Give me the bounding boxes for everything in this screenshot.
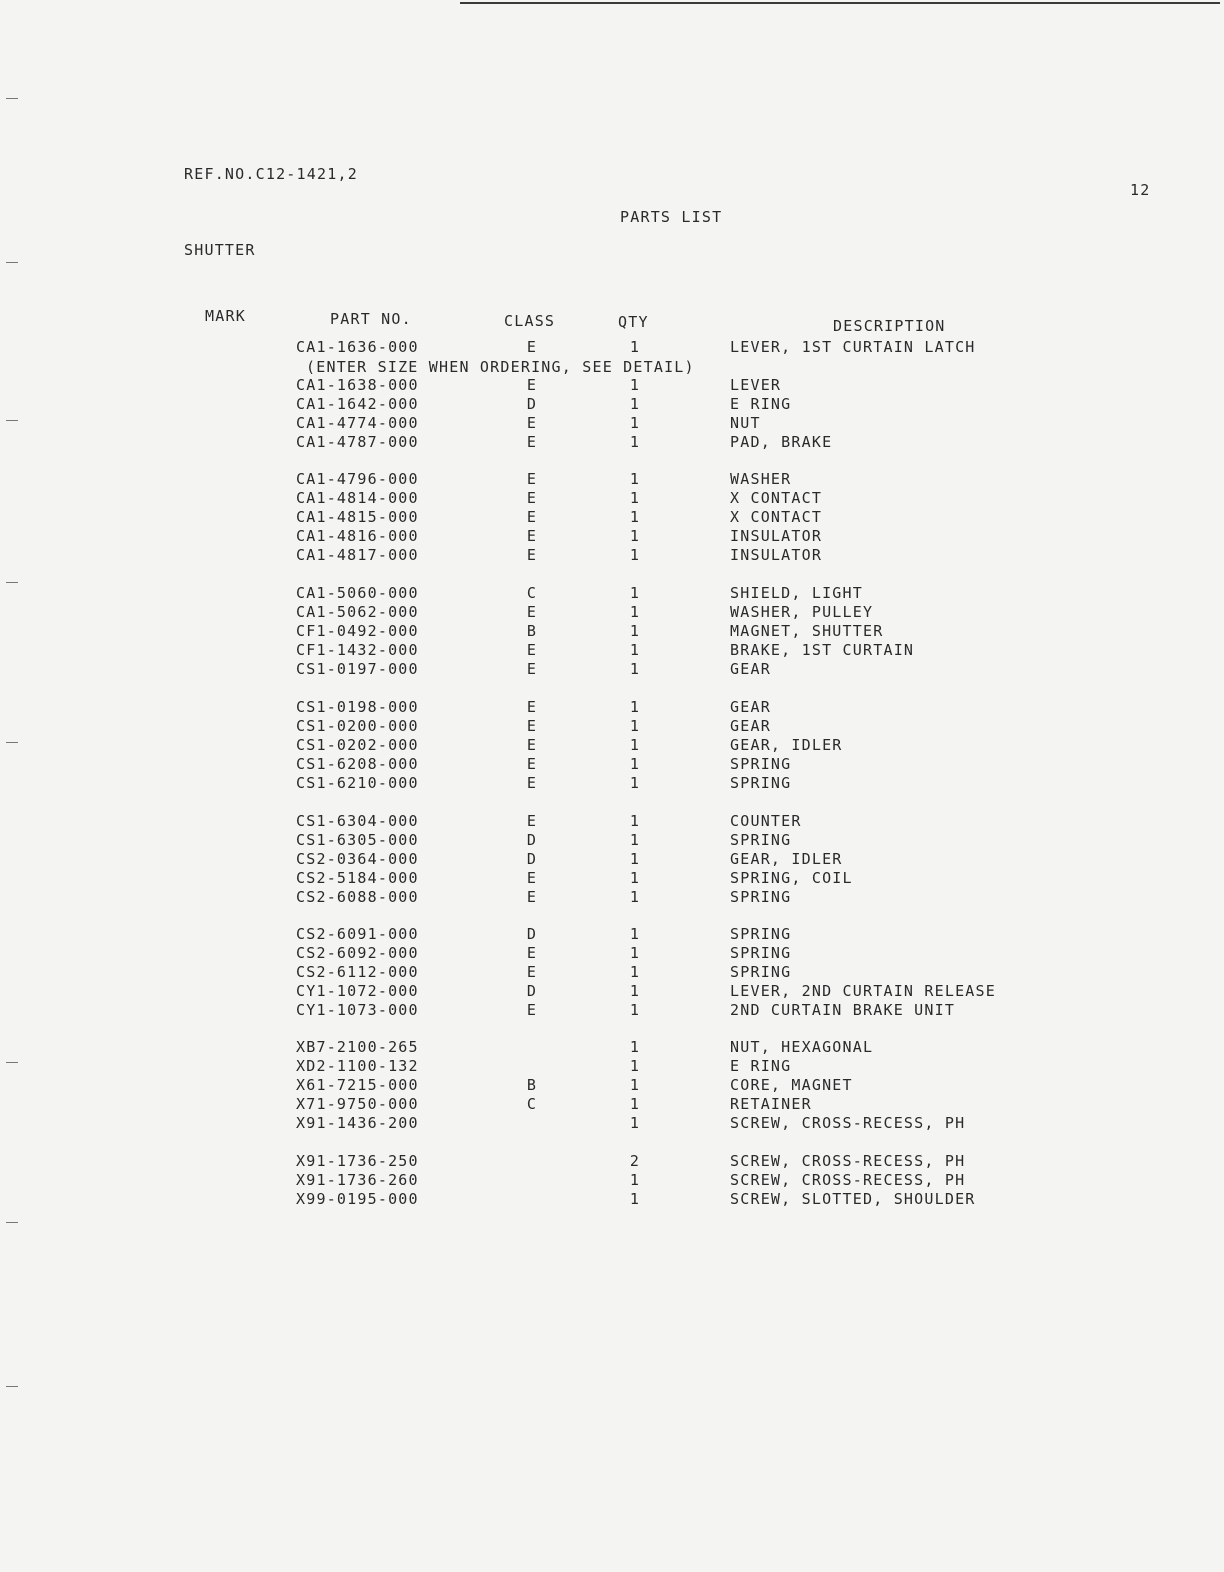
part-number: CS2-6092-000 <box>296 944 419 962</box>
part-qty: 1 <box>629 470 641 488</box>
part-class: E <box>526 433 538 451</box>
part-number: CS1-0197-000 <box>296 660 419 678</box>
part-description: E RING <box>730 395 792 413</box>
part-description: BRAKE, 1ST CURTAIN <box>730 641 915 659</box>
part-description: X CONTACT <box>730 508 823 526</box>
part-description: GEAR <box>730 717 771 735</box>
part-number: CS1-0198-000 <box>296 698 419 716</box>
margin-mark <box>6 420 18 421</box>
header-part-no: PART NO. <box>330 310 412 328</box>
part-number: CF1-1432-000 <box>296 641 419 659</box>
part-qty: 1 <box>629 736 641 754</box>
part-qty: 1 <box>629 1001 641 1019</box>
part-qty: 1 <box>629 622 641 640</box>
part-description: SPRING <box>730 944 792 962</box>
margin-mark <box>6 742 18 743</box>
part-description: E RING <box>730 1057 792 1075</box>
part-qty: 1 <box>629 755 641 773</box>
ref-number: REF.NO.C12-1421,2 <box>184 165 358 183</box>
part-qty: 1 <box>629 433 641 451</box>
part-qty: 1 <box>629 508 641 526</box>
part-qty: 1 <box>629 1114 641 1132</box>
part-description: SPRING <box>730 755 792 773</box>
part-description: SHIELD, LIGHT <box>730 584 863 602</box>
part-qty: 1 <box>629 1057 641 1075</box>
part-class: E <box>526 888 538 906</box>
part-number: CA1-1636-000 <box>296 338 419 356</box>
part-description: WASHER <box>730 470 792 488</box>
part-number: CS1-6210-000 <box>296 774 419 792</box>
part-class: D <box>526 982 538 1000</box>
part-qty: 1 <box>629 376 641 394</box>
part-qty: 2 <box>629 1152 641 1170</box>
ordering-note: (ENTER SIZE WHEN ORDERING, SEE DETAIL) <box>306 358 695 376</box>
part-class: E <box>526 944 538 962</box>
part-qty: 1 <box>629 584 641 602</box>
header-class: CLASS <box>504 312 556 330</box>
part-number: CA1-1638-000 <box>296 376 419 394</box>
part-qty: 1 <box>629 338 641 356</box>
margin-mark <box>6 262 18 263</box>
part-class: E <box>526 963 538 981</box>
part-description: SCREW, SLOTTED, SHOULDER <box>730 1190 976 1208</box>
part-description: SCREW, CROSS-RECESS, PH <box>730 1171 966 1189</box>
part-number: CA1-4814-000 <box>296 489 419 507</box>
part-description: SCREW, CROSS-RECESS, PH <box>730 1114 966 1132</box>
part-class: B <box>526 1076 538 1094</box>
part-description: GEAR, IDLER <box>730 736 843 754</box>
part-description: PAD, BRAKE <box>730 433 833 451</box>
part-class: E <box>526 717 538 735</box>
part-number: CA1-4815-000 <box>296 508 419 526</box>
part-qty: 1 <box>629 963 641 981</box>
part-number: CS1-6208-000 <box>296 755 419 773</box>
part-qty: 1 <box>629 1190 641 1208</box>
part-number: X91-1436-200 <box>296 1114 419 1132</box>
part-number: CF1-0492-000 <box>296 622 419 640</box>
margin-mark <box>6 582 18 583</box>
part-description: GEAR, IDLER <box>730 850 843 868</box>
part-number: CA1-1642-000 <box>296 395 419 413</box>
part-description: INSULATOR <box>730 546 823 564</box>
part-qty: 1 <box>629 812 641 830</box>
part-number: CA1-4774-000 <box>296 414 419 432</box>
header-description: DESCRIPTION <box>833 317 946 335</box>
part-qty: 1 <box>629 1076 641 1094</box>
part-description: NUT, HEXAGONAL <box>730 1038 874 1056</box>
part-number: XB7-2100-265 <box>296 1038 419 1056</box>
part-description: WASHER, PULLEY <box>730 603 874 621</box>
part-class: E <box>526 774 538 792</box>
page-number: 12 <box>1130 181 1151 199</box>
part-description: SPRING <box>730 888 792 906</box>
part-class: E <box>526 736 538 754</box>
part-number: CA1-5060-000 <box>296 584 419 602</box>
part-number: CA1-4796-000 <box>296 470 419 488</box>
part-class: E <box>526 755 538 773</box>
part-class: E <box>526 698 538 716</box>
margin-mark <box>6 1062 18 1063</box>
part-qty: 1 <box>629 1038 641 1056</box>
part-description: SCREW, CROSS-RECESS, PH <box>730 1152 966 1170</box>
section-title: SHUTTER <box>184 241 256 259</box>
part-qty: 1 <box>629 698 641 716</box>
header-mark: MARK <box>205 307 246 325</box>
margin-mark <box>6 1386 18 1387</box>
part-number: CY1-1073-000 <box>296 1001 419 1019</box>
part-qty: 1 <box>629 414 641 432</box>
part-qty: 1 <box>629 850 641 868</box>
part-description: NUT <box>730 414 761 432</box>
part-number: CS2-5184-000 <box>296 869 419 887</box>
part-number: CS2-6088-000 <box>296 888 419 906</box>
part-number: CA1-5062-000 <box>296 603 419 621</box>
part-number: X91-1736-260 <box>296 1171 419 1189</box>
part-qty: 1 <box>629 831 641 849</box>
part-number: CS2-6112-000 <box>296 963 419 981</box>
top-rule <box>460 2 1220 4</box>
part-qty: 1 <box>629 888 641 906</box>
part-class: C <box>526 584 538 602</box>
part-class: E <box>526 660 538 678</box>
part-qty: 1 <box>629 527 641 545</box>
part-class: C <box>526 1095 538 1113</box>
part-description: GEAR <box>730 660 771 678</box>
margin-mark <box>6 98 18 99</box>
part-class: D <box>526 831 538 849</box>
part-description: INSULATOR <box>730 527 823 545</box>
part-qty: 1 <box>629 717 641 735</box>
part-number: CA1-4787-000 <box>296 433 419 451</box>
page-title: PARTS LIST <box>620 208 723 226</box>
part-description: MAGNET, SHUTTER <box>730 622 884 640</box>
part-class: E <box>526 376 538 394</box>
part-class: D <box>526 395 538 413</box>
part-description: COUNTER <box>730 812 802 830</box>
part-qty: 1 <box>629 489 641 507</box>
part-description: 2ND CURTAIN BRAKE UNIT <box>730 1001 956 1019</box>
part-description: CORE, MAGNET <box>730 1076 853 1094</box>
part-qty: 1 <box>629 660 641 678</box>
part-number: CS2-6091-000 <box>296 925 419 943</box>
part-class: E <box>526 508 538 526</box>
part-qty: 1 <box>629 1171 641 1189</box>
part-qty: 1 <box>629 641 641 659</box>
part-class: E <box>526 812 538 830</box>
part-description: LEVER, 1ST CURTAIN LATCH <box>730 338 976 356</box>
part-description: SPRING <box>730 963 792 981</box>
part-qty: 1 <box>629 774 641 792</box>
part-number: CS1-0202-000 <box>296 736 419 754</box>
part-class: D <box>526 850 538 868</box>
part-class: E <box>526 869 538 887</box>
part-description: RETAINER <box>730 1095 812 1113</box>
part-class: E <box>526 470 538 488</box>
part-number: CS1-0200-000 <box>296 717 419 735</box>
part-class: E <box>526 603 538 621</box>
part-qty: 1 <box>629 982 641 1000</box>
part-qty: 1 <box>629 1095 641 1113</box>
part-description: SPRING <box>730 831 792 849</box>
part-description: X CONTACT <box>730 489 823 507</box>
part-class: D <box>526 925 538 943</box>
part-description: SPRING <box>730 774 792 792</box>
part-qty: 1 <box>629 546 641 564</box>
part-number: X61-7215-000 <box>296 1076 419 1094</box>
part-number: CA1-4816-000 <box>296 527 419 545</box>
part-description: SPRING, COIL <box>730 869 853 887</box>
part-qty: 1 <box>629 603 641 621</box>
part-class: E <box>526 489 538 507</box>
part-number: CS2-0364-000 <box>296 850 419 868</box>
part-number: X91-1736-250 <box>296 1152 419 1170</box>
part-class: E <box>526 1001 538 1019</box>
part-class: E <box>526 641 538 659</box>
part-description: GEAR <box>730 698 771 716</box>
part-number: X71-9750-000 <box>296 1095 419 1113</box>
part-number: CY1-1072-000 <box>296 982 419 1000</box>
header-qty: QTY <box>618 313 649 331</box>
part-qty: 1 <box>629 869 641 887</box>
margin-mark <box>6 1222 18 1223</box>
part-description: LEVER, 2ND CURTAIN RELEASE <box>730 982 996 1000</box>
part-qty: 1 <box>629 944 641 962</box>
part-class: E <box>526 546 538 564</box>
part-number: X99-0195-000 <box>296 1190 419 1208</box>
part-number: CS1-6304-000 <box>296 812 419 830</box>
part-class: E <box>526 414 538 432</box>
part-number: CS1-6305-000 <box>296 831 419 849</box>
part-qty: 1 <box>629 395 641 413</box>
part-class: E <box>526 527 538 545</box>
part-class: E <box>526 338 538 356</box>
part-description: LEVER <box>730 376 782 394</box>
part-description: SPRING <box>730 925 792 943</box>
part-number: CA1-4817-000 <box>296 546 419 564</box>
part-class: B <box>526 622 538 640</box>
part-qty: 1 <box>629 925 641 943</box>
part-number: XD2-1100-132 <box>296 1057 419 1075</box>
